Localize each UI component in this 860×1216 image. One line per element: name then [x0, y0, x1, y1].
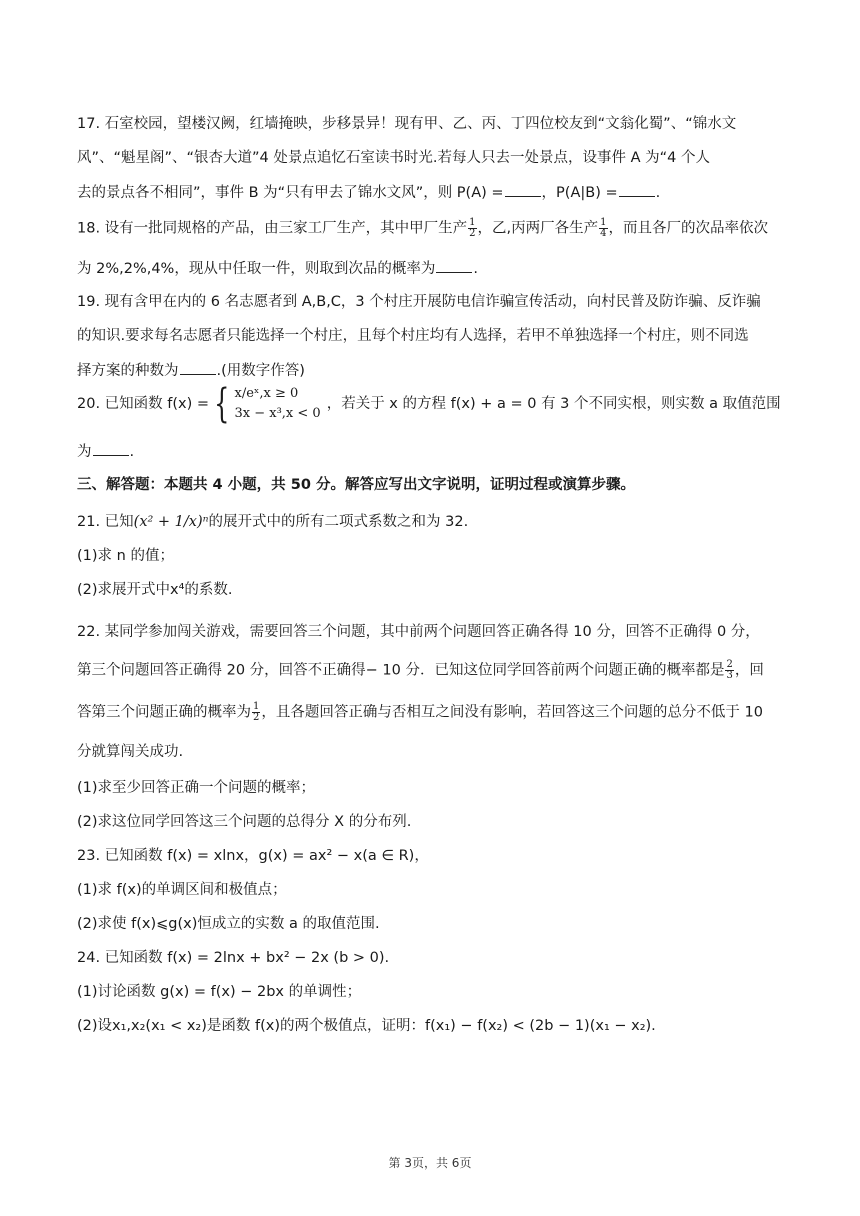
q19-line3 [77, 360, 305, 381]
q21-part2: (2)求展开式中x⁴的系数. [77, 582, 233, 598]
q22-line2 [77, 660, 764, 681]
q24-part2: (2)设x₁,x₂(x₁ < x₂)是函数 f(x)的两个极值点，证明：f(x₁) − f(x₂) < (2b − 1)(x₁ − x₂). [77, 1018, 656, 1034]
q21-part1: (1)求 n 的值； [77, 548, 174, 564]
q18-text-d: 为 2%,2%,4%，现从中任取一件，则取到次品的概率为 [77, 261, 436, 277]
q21-text-b: 的展开式中的所有二项式系数之和为 32. [208, 514, 469, 530]
q22-part1: (1)求至少回答正确一个问题的概率； [77, 780, 316, 796]
q19-line1: 19. 现有含甲在内的 6 名志愿者到 A,B,C，3 个村庄开展防电信诈骗宣传活动，向村民普及防诈骗、反诈骗 [77, 294, 761, 310]
q18-text-e: . [473, 261, 478, 277]
q22-text-a: 第三个问题回答正确得 20 分，回答不正确得− 10 分．已知这位同学回答前两个问题正确的概率都是 [77, 662, 725, 679]
q20-prefix: 20. 已知函数 f(x) = [77, 396, 210, 412]
q21-text-a: 21. 已知 [77, 514, 134, 530]
q17-line3 [77, 182, 660, 203]
fraction: $\frac{2}{3}$ [726, 659, 733, 681]
q20-line1 [77, 381, 781, 430]
q23-line1: 23. 已知函数 f(x) = xlnx，g(x) = ax² − x(a ∈ R)， [77, 848, 429, 864]
q20-text-b: . [129, 444, 135, 460]
page-footer: 第 3页，共 6页 [388, 1156, 472, 1170]
q20-line2 [77, 441, 134, 462]
q22-text-d: ，且各题回答正确与否相互之间没有影响，若回答这三个问题的总分不低于 10 [261, 704, 763, 721]
fraction: $\frac{1}{2}$ [253, 701, 260, 723]
q19-line2: 的知识.要求每名志愿者只能选择一个村庄，且每个村庄均有人选择，若甲不单独选择一个村庄，则不同选 [77, 328, 749, 344]
q18-line2 [77, 258, 478, 279]
q22-line3 [77, 702, 763, 723]
q17-line2: 风”、“魁星阁”、“银杏大道”4 处景点追忆石室读书时光.若每人只去一处景点，设事件 A 为“4 个人 [77, 150, 710, 166]
q23-part2: (2)求使 f(x)⩽g(x)恒成立的实数 a 的取值范围. [77, 916, 380, 932]
q20-suffix: ，若关于 x 的方程 f(x) + a = 0 有 3 个不同实根，则实数 a 取值范围 [326, 396, 781, 412]
q17-text-b: ，P(A|B) = [541, 185, 618, 201]
q17-text-c: . [655, 185, 661, 201]
answer-blank [93, 441, 129, 456]
fraction: $\frac{1}{2}$ [469, 217, 476, 239]
q22-part2: (2)求这位同学回答这三个问题的总得分 X 的分布列. [77, 814, 412, 830]
q23-part1: (1)求 f(x)的单调区间和极值点； [77, 882, 287, 898]
fraction: $\frac{1}{4}$ [600, 217, 607, 239]
q17-line1: 17. 石室校园，望楼汉阙，红墙掩映，步移景异！现有甲、乙、丙、丁四位校友到“文翁化蜀”、“锦水文 [77, 116, 737, 132]
piece-1: x/eˣ,x ≥ 0 [234, 386, 299, 401]
q24-part1: (1)讨论函数 g(x) = f(x) − 2bx 的单调性； [77, 984, 362, 1000]
q24-line1: 24. 已知函数 f(x) = 2lnx + bx² − 2x (b > 0). [77, 950, 390, 966]
answer-blank [505, 182, 541, 197]
q22-text-b: ，回 [734, 662, 764, 679]
q22-line1: 22. 某同学参加闯关游戏，需要回答三个问题，其中前两个问题回答正确各得 10 分，回答不正确得 0 分， [77, 624, 760, 640]
left-brace-icon: { [214, 381, 230, 427]
q18-text-b: ，乙,丙两厂各生产 [477, 220, 599, 237]
q22-text-c: 答第三个问题正确的概率为 [77, 704, 251, 721]
q21-line1 [77, 512, 468, 532]
piece-2: 3x − x³,x < 0 [234, 406, 321, 421]
q20-text-a: 为 [77, 444, 92, 460]
q18-text-a: 18. 设有一批同规格的产品，由三家工厂生产，其中甲厂生产 [77, 220, 468, 237]
answer-blank [436, 258, 472, 273]
q22-line4: 分就算闯关成功. [77, 744, 184, 760]
q19-text-b: .(用数字作答) [216, 363, 305, 379]
q18-text-c: ，而且各厂的次品率依次 [608, 220, 769, 237]
answer-blank [180, 360, 216, 375]
q18-line1 [77, 218, 768, 239]
q17-text-a: 去的景点各不相同”，事件 B 为“只有甲去了锦水文风”，则 P(A) = [77, 185, 504, 201]
q21-expression: (x² + 1/x)ⁿ [133, 514, 209, 530]
q19-text-a: 择方案的种数为 [77, 363, 179, 379]
section-heading: 三、解答题：本题共 4 小题，共 50 分。解答应写出文字说明，证明过程或演算步骤。 [77, 477, 635, 493]
answer-blank [619, 182, 655, 197]
